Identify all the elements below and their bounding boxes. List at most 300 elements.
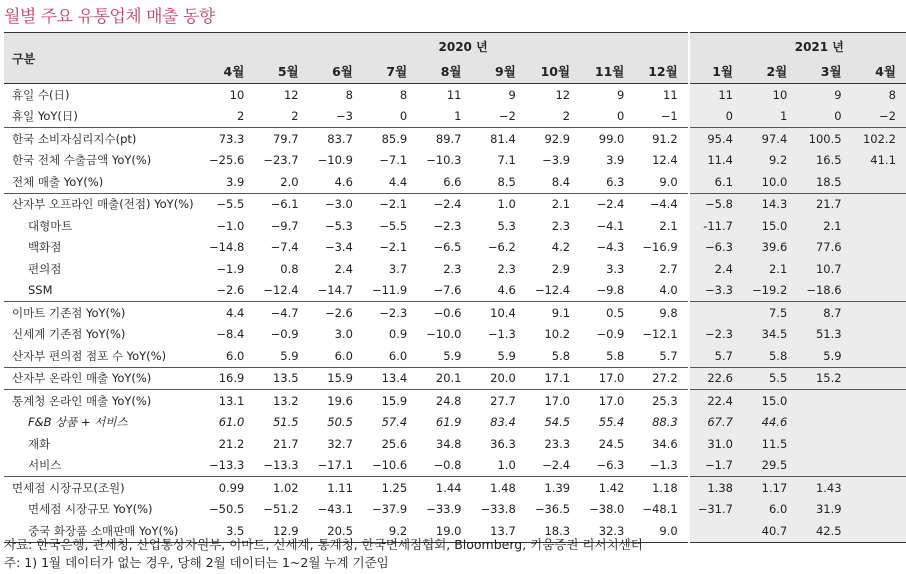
table-cell: 24.5	[598, 436, 625, 451]
table-cell	[797, 412, 851, 434]
table-cell: −1	[660, 109, 678, 124]
table-cell	[852, 345, 906, 367]
table-cell: 10.4	[471, 302, 525, 324]
table-cell: 5.7	[689, 345, 743, 367]
table-cell: 0.5	[580, 302, 634, 324]
table-cell: −13.3	[263, 458, 299, 473]
table-cell: −3.4	[324, 240, 353, 255]
table-cell: 15.9	[363, 390, 417, 412]
table-cell	[852, 367, 906, 390]
table-cell: 9.8	[634, 302, 688, 324]
row-label: 면세점 시장규모 YoY(%)	[28, 502, 153, 517]
table-cell: −8.4	[216, 327, 245, 342]
table-cell: 32.3	[580, 520, 634, 542]
row-label: 이마트 기존점 YoY(%)	[4, 302, 200, 324]
table-cell: 0.9	[388, 327, 408, 342]
row-label: 휴일 YoY(日)	[12, 109, 78, 124]
table-cell: 1.25	[363, 477, 417, 499]
table-cell: 10.2	[544, 327, 571, 342]
table-cell: 5.8	[551, 348, 571, 363]
table-row	[4, 128, 906, 150]
table-cell: −36.5	[534, 502, 571, 517]
table-cell: 9	[617, 87, 625, 102]
table-cell: 19.0	[417, 520, 471, 542]
month-header: 6월	[309, 59, 363, 84]
table-row	[4, 390, 906, 412]
table-cell: −4.4	[634, 193, 688, 215]
table-cell: 88.3	[652, 415, 678, 430]
table-cell: 92.9	[526, 128, 580, 150]
table-cell: 23.3	[544, 436, 571, 451]
table-cell: −3	[335, 109, 353, 124]
table-row	[4, 302, 906, 324]
table-cell: 12.4	[652, 153, 678, 168]
table-row	[4, 433, 906, 455]
table-cell: 2.1	[659, 218, 678, 233]
table-cell: 5.8	[743, 345, 797, 367]
table-cell: 1	[743, 106, 797, 128]
table-cell: 2	[291, 109, 299, 124]
table-cell: 83.7	[309, 128, 363, 150]
table-cell: 102.2	[852, 128, 906, 150]
table-cell	[852, 171, 906, 193]
table-cell: 95.4	[689, 128, 743, 150]
table-cell: 2.4	[689, 258, 743, 280]
table-cell: −16.9	[642, 240, 678, 255]
table-cell: −2	[852, 106, 906, 128]
table-cell: −2.3	[689, 324, 743, 346]
table-cell: 50.5	[327, 415, 353, 430]
row-label: 산자부 오프라인 매출(전점) YoY(%)	[4, 193, 200, 215]
table-cell: 1.43	[797, 477, 851, 499]
table-cell: 20.1	[417, 367, 471, 390]
table-cell: −6.3	[689, 237, 743, 259]
table-cell: 7.5	[743, 302, 797, 324]
table-cell: 73.3	[200, 128, 254, 150]
table-cell: 2	[562, 109, 571, 124]
table-cell: −6.1	[254, 193, 308, 215]
table-cell: −10.3	[426, 153, 462, 168]
table-cell: −25.6	[209, 153, 245, 168]
table-cell: 5.3	[497, 218, 516, 233]
table-cell: 5.9	[497, 348, 516, 363]
table-cell: −2.6	[216, 283, 245, 298]
table-cell: 3.0	[334, 327, 353, 342]
table-cell	[689, 302, 743, 324]
table-cell: −17.1	[317, 458, 353, 473]
table-cell: 20.0	[471, 367, 525, 390]
table-cell: 61.9	[435, 415, 462, 430]
table-cell: −1.9	[216, 261, 245, 276]
table-cell: 10	[743, 84, 797, 106]
table-row	[4, 215, 906, 237]
table-cell: 22.6	[689, 367, 743, 390]
table-row	[4, 150, 906, 172]
table-cell: −2.4	[580, 193, 634, 215]
table-cell: 89.7	[417, 128, 471, 150]
table-cell: −19.2	[743, 280, 797, 302]
table-cell: 1.38	[689, 477, 743, 499]
table-cell: 2.1	[743, 258, 797, 280]
table-cell: 1.44	[417, 477, 471, 499]
table-row	[4, 84, 906, 106]
table-cell: 11	[446, 87, 462, 102]
table-cell: 40.7	[743, 520, 797, 542]
table-cell: 9	[508, 87, 516, 102]
table-cell: 27.2	[634, 367, 688, 390]
table-cell	[852, 412, 906, 434]
table-cell	[852, 499, 906, 521]
table-cell: 8	[345, 87, 353, 102]
table-cell: 79.7	[254, 128, 308, 150]
table-cell: −7.6	[433, 283, 462, 298]
table-cell: −31.7	[689, 499, 743, 521]
month-header: 2월	[743, 59, 797, 84]
table-cell: 22.4	[689, 390, 743, 412]
table-cell: 18.5	[797, 171, 851, 193]
table-cell: 3.3	[606, 261, 625, 276]
table-row	[4, 193, 906, 215]
table-cell	[852, 477, 906, 499]
table-cell: 21.2	[218, 436, 245, 451]
table-cell: 9	[797, 84, 851, 106]
table-cell: 0	[797, 106, 851, 128]
table-row	[4, 499, 906, 521]
table-cell: 6.0	[226, 348, 245, 363]
month-header: 5월	[254, 59, 308, 84]
table-cell: 15.9	[309, 367, 363, 390]
row-label: 중국 화장품 소매판매 YoY(%)	[4, 520, 200, 542]
table-cell: 2.0	[280, 174, 299, 189]
table-cell: 2.3	[551, 218, 571, 233]
table-cell: 77.6	[797, 237, 851, 259]
table-cell: 1.0	[497, 458, 516, 473]
table-cell: 4.2	[551, 240, 571, 255]
table-cell: 1.42	[580, 477, 634, 499]
table-cell: 3.9	[226, 174, 245, 189]
table-cell: −5.5	[200, 193, 254, 215]
row-label: 백화점	[28, 240, 62, 255]
table-cell: 34.8	[435, 436, 462, 451]
table-cell: −2.3	[433, 218, 462, 233]
table-cell: −1.3	[649, 458, 678, 473]
footnote: 주: 1) 1월 데이터가 없는 경우, 당해 2월 데이터는 1~2월 누계 기준임	[4, 555, 389, 570]
table-cell: 51.5	[272, 415, 299, 430]
table-cell: −12.4	[263, 283, 299, 298]
table-cell: 99.0	[580, 128, 634, 150]
year-2021-header: 2021 년	[689, 33, 906, 60]
table-cell: 91.2	[634, 128, 688, 150]
table-cell: −12.4	[534, 283, 571, 298]
table-cell: 17.0	[580, 367, 634, 390]
table-row	[4, 237, 906, 259]
table-cell: 5.9	[797, 345, 851, 367]
table-cell	[852, 215, 906, 237]
table-cell: −10.0	[426, 327, 462, 342]
table-cell: 6.0	[743, 499, 797, 521]
table-body	[4, 84, 906, 543]
table-cell: 20.5	[309, 520, 363, 542]
month-header: 9월	[471, 59, 525, 84]
table-cell: −37.9	[371, 502, 408, 517]
table-cell: −2.1	[363, 193, 417, 215]
category-header: 구분	[4, 33, 200, 84]
table-cell: 5.7	[659, 348, 678, 363]
table-cell: 51.3	[797, 324, 851, 346]
table-cell: 9.1	[526, 302, 580, 324]
table-cell: 12.9	[254, 520, 308, 542]
table-cell: 5.8	[606, 348, 625, 363]
table-cell: 2.9	[551, 261, 571, 276]
table-cell: 0	[617, 109, 625, 124]
table-cell: 8.4	[551, 174, 571, 189]
table-cell: 4.6	[334, 174, 353, 189]
table-cell: −13.3	[209, 458, 245, 473]
row-label: F&B 상품 + 서비스	[28, 415, 128, 430]
table-cell: 13.4	[363, 367, 417, 390]
table-cell: −7.1	[379, 153, 408, 168]
table-cell: 2.1	[797, 215, 851, 237]
table-cell: 8	[852, 84, 906, 106]
table-cell: −43.1	[317, 502, 353, 517]
table-cell: −48.1	[642, 502, 678, 517]
table-cell: −7.4	[270, 240, 299, 255]
table-cell: 1.11	[309, 477, 363, 499]
table-cell: 2.3	[443, 261, 462, 276]
year-header-row	[4, 33, 906, 60]
table-cell: 3.9	[606, 153, 625, 168]
table-cell: 6.6	[443, 174, 462, 189]
table-row	[4, 324, 906, 346]
month-header: 7월	[363, 59, 417, 84]
table-cell: 4.6	[497, 283, 516, 298]
table-cell: 4.4	[388, 174, 408, 189]
table-cell: −14.7	[317, 283, 353, 298]
table-cell: −2.6	[309, 302, 363, 324]
table-cell: 16.9	[200, 367, 254, 390]
table-cell: −3.3	[689, 280, 743, 302]
table-cell: 10.7	[797, 258, 851, 280]
table-cell: 2.1	[526, 193, 580, 215]
table-cell: 1.02	[254, 477, 308, 499]
month-header: 12월	[634, 59, 688, 84]
table-cell: −9.8	[596, 283, 625, 298]
row-label: 산자부 온라인 매출 YoY(%)	[4, 367, 200, 390]
row-label: 한국 전체 수출금액 YoY(%)	[12, 153, 152, 168]
table-cell: −0.9	[270, 327, 299, 342]
table-cell: 15.2	[797, 367, 851, 390]
table-cell: 8	[399, 87, 408, 102]
table-cell: 97.4	[743, 128, 797, 150]
table-cell: 31.0	[689, 433, 743, 455]
table-cell: −11.9	[371, 283, 408, 298]
table-cell: 0	[399, 109, 408, 124]
row-label: 한국 소비자심리지수(pt)	[4, 128, 200, 150]
table-cell: 1.18	[634, 477, 688, 499]
table-cell: −2.4	[417, 193, 471, 215]
table-cell	[852, 193, 906, 215]
table-row	[4, 280, 906, 302]
row-label: 통계청 온라인 매출 YoY(%)	[4, 390, 200, 412]
table-cell: −10.6	[371, 458, 408, 473]
row-label: 면세점 시장규모(조원)	[4, 477, 200, 499]
sales-trend-table	[4, 32, 906, 543]
table-cell: 25.3	[634, 390, 688, 412]
row-label: 재화	[28, 436, 51, 451]
table-cell: −2.1	[379, 240, 408, 255]
table-cell: 17.1	[526, 367, 580, 390]
table-cell: 57.4	[381, 415, 408, 430]
table-cell	[797, 433, 851, 455]
table-cell: 34.5	[743, 324, 797, 346]
table-cell	[797, 455, 851, 477]
table-cell: 12	[555, 87, 571, 102]
table-cell: 9.0	[659, 174, 678, 189]
table-cell: 10.0	[743, 171, 797, 193]
table-cell: 24.8	[417, 390, 471, 412]
table-cell: 6.0	[334, 348, 353, 363]
table-cell: 16.5	[797, 150, 851, 172]
table-cell: −10.9	[317, 153, 353, 168]
table-cell: 0.8	[280, 261, 299, 276]
table-cell	[852, 302, 906, 324]
table-cell: 9.2	[743, 150, 797, 172]
table-cell: 6.1	[689, 171, 743, 193]
table-cell: 11.5	[743, 433, 797, 455]
table-cell: 8.5	[497, 174, 516, 189]
year-2020-header: 2020 년	[200, 33, 689, 60]
table-cell: 29.5	[743, 455, 797, 477]
table-cell: 13.2	[254, 390, 308, 412]
table-cell: −4.7	[254, 302, 308, 324]
table-cell: 81.4	[471, 128, 525, 150]
table-cell: 13.5	[254, 367, 308, 390]
table-cell: 11	[663, 87, 678, 102]
table-cell: −6.5	[433, 240, 462, 255]
table-cell: 3.5	[200, 520, 254, 542]
table-cell: 55.4	[598, 415, 625, 430]
row-label: 전체 매출 YoY(%)	[12, 174, 104, 189]
month-header: 3월	[797, 59, 851, 84]
table-cell: 25.6	[381, 436, 408, 451]
row-label: 산자부 편의점 점포 수 YoY(%)	[12, 348, 167, 363]
table-cell	[852, 324, 906, 346]
table-cell: −9.7	[270, 218, 299, 233]
table-cell: −3.0	[309, 193, 363, 215]
table-cell: 61.0	[218, 415, 245, 430]
table-cell: −6.3	[596, 458, 625, 473]
table-cell: 2.3	[497, 261, 516, 276]
table-cell: 11.4	[689, 150, 743, 172]
table-cell: −18.6	[797, 280, 851, 302]
table-row	[4, 367, 906, 390]
table-cell: 6.0	[388, 348, 408, 363]
table-cell: −23.7	[263, 153, 299, 168]
table-cell	[852, 433, 906, 455]
page-title: 월별 주요 유통업체 매출 동향	[4, 7, 215, 27]
table-cell: −0.6	[417, 302, 471, 324]
table-cell	[689, 520, 743, 542]
table-cell: 3.7	[388, 261, 408, 276]
table-cell: 2.4	[334, 261, 353, 276]
table-cell: 1	[454, 109, 462, 124]
row-label: 휴일 수(日)	[12, 87, 70, 102]
month-header: 4월	[852, 59, 906, 84]
month-header: 11월	[580, 59, 634, 84]
table-cell	[852, 237, 906, 259]
month-header: 4월	[200, 59, 254, 84]
table-cell: −38.0	[589, 502, 625, 517]
table-cell: −33.8	[480, 502, 516, 517]
table-cell: 27.7	[471, 390, 525, 412]
table-cell: −1.3	[487, 327, 516, 342]
month-header: 8월	[417, 59, 471, 84]
table-cell: 0.99	[200, 477, 254, 499]
table-cell: 34.6	[652, 436, 678, 451]
table-cell: −4.3	[596, 240, 625, 255]
table-cell: 44.6	[743, 412, 797, 434]
table-cell: −33.9	[426, 502, 462, 517]
table-cell: 6.3	[606, 174, 625, 189]
table-cell: −50.5	[209, 502, 245, 517]
table-cell: 17.0	[526, 390, 580, 412]
table-cell: 32.7	[327, 436, 353, 451]
table-cell: 13.1	[200, 390, 254, 412]
month-header: 1월	[689, 59, 743, 84]
table-cell: −0.8	[433, 458, 462, 473]
table-cell: −12.1	[642, 327, 678, 342]
table-row	[4, 455, 906, 477]
table-cell: −1.7	[689, 455, 743, 477]
table-cell: 4.4	[200, 302, 254, 324]
table-cell: 2	[236, 109, 245, 124]
table-cell: 15.0	[743, 390, 797, 412]
table-cell: −1.0	[216, 218, 245, 233]
table-cell: 5.9	[443, 348, 462, 363]
table-cell: 7.1	[497, 153, 516, 168]
table-cell: 12	[283, 87, 299, 102]
table-cell: 42.5	[797, 520, 851, 542]
table-cell: 83.4	[490, 415, 516, 430]
table-cell: −4.1	[596, 218, 625, 233]
table-cell: 17.0	[580, 390, 634, 412]
table-cell: 2.7	[659, 261, 678, 276]
row-label: 서비스	[28, 458, 62, 473]
table-row	[4, 106, 906, 128]
table-cell: 18.3	[526, 520, 580, 542]
table-cell: 1.0	[471, 193, 525, 215]
table-row	[4, 477, 906, 499]
table-cell: 14.3	[743, 193, 797, 215]
table-cell: 21.7	[272, 436, 299, 451]
table-cell: 5.5	[743, 367, 797, 390]
table-cell: 9.2	[363, 520, 417, 542]
table-cell: 54.5	[544, 415, 571, 430]
table-cell: 11	[689, 84, 743, 106]
source-note: 자료: 한국은행, 관세청, 산업통상자원부, 이마트, 신세계, 통계청, 한국면세점협회, Bloomberg, 키움증권 리서치센터	[4, 537, 643, 552]
table-cell: 85.9	[363, 128, 417, 150]
table-cell: 5.9	[280, 348, 299, 363]
row-label: 신세계 기존점 YoY(%)	[12, 327, 126, 342]
table-cell	[852, 455, 906, 477]
table-cell: −5.3	[324, 218, 353, 233]
table-cell	[797, 390, 851, 412]
table-cell: 0	[689, 106, 743, 128]
table-cell	[852, 280, 906, 302]
table-cell: 19.6	[309, 390, 363, 412]
table-cell: −6.2	[487, 240, 516, 255]
table-cell: 41.1	[852, 150, 906, 172]
